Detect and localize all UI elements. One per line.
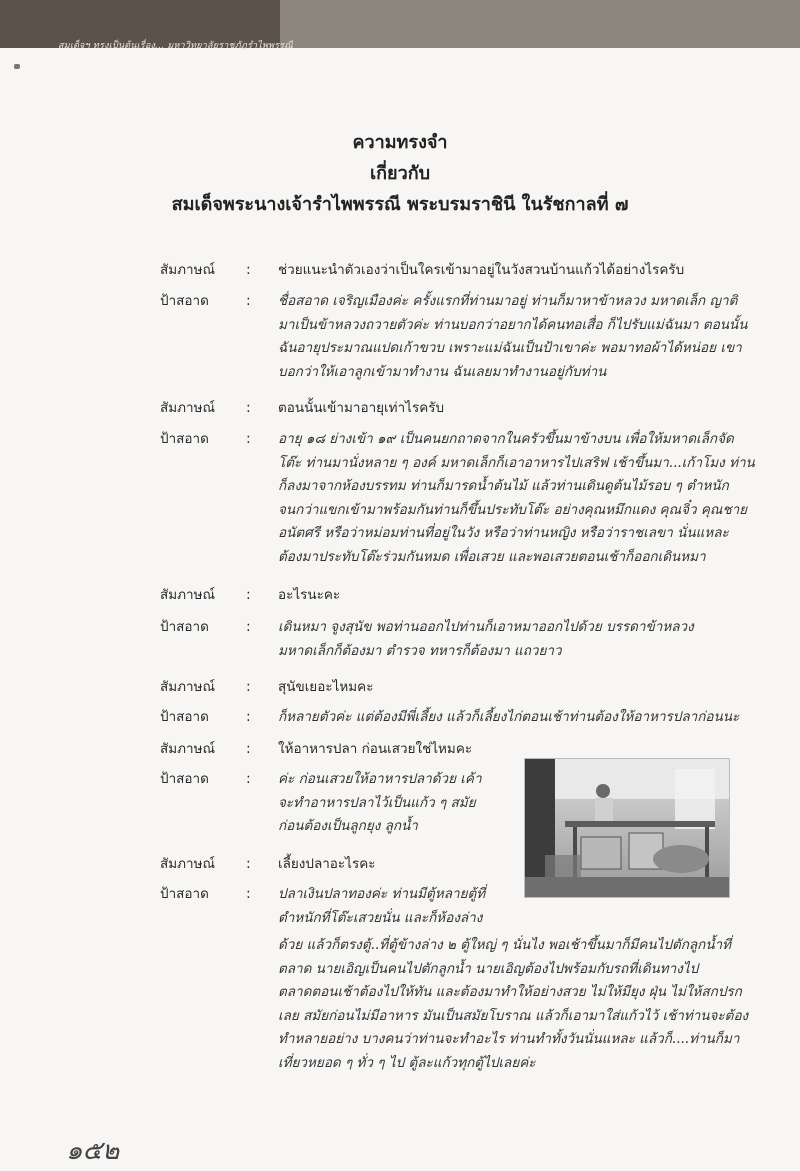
speaker-respondent: ป้าสอาด (160, 619, 209, 635)
speaker-respondent: ป้าสอาด (160, 293, 209, 309)
speaker-separator: : (246, 587, 251, 603)
answer-line: ก็ลงมาจากห้องบรรทม ท่านก็มารดน้ำต้นไม้ แล้วท่านเดินดูต้นไม้รอบ ๆ ตำหนัก (278, 478, 729, 494)
speaker-separator: : (246, 741, 251, 757)
answer-line: ฉันอายุประมาณแปดเก้าขวบ เพราะแม่ฉันเป็นป้าเขาค่ะ พอมาทอผ้าได้หน่อย เขา (278, 340, 742, 356)
answer-line: ด้วย แล้วก็ตรงตู้..ที่ตู้ข้างล่าง ๒ ตู้ใหญ่ ๆ นั่นไง พอเช้าขึ้นมาก็มีคนไปตักลูกน้ำที่ (278, 937, 732, 953)
answer-line: อนัตศรี หรือว่าหม่อมท่านที่อยู่ในวัง หรือว่าท่านหญิง หรือว่าราชเลขา นั่นแหละ (278, 525, 729, 541)
speaker-separator: : (246, 431, 251, 447)
question-text: อะไรนะคะ (278, 587, 341, 603)
speaker-interviewer: สัมภาษณ์ (160, 262, 216, 278)
question-text: ให้อาหารปลา ก่อนเสวยใช่ไหมคะ (278, 741, 473, 757)
answer-text (278, 616, 694, 663)
answer-text (278, 428, 755, 569)
speaker-separator: : (246, 771, 251, 787)
answer-line: ก่อนต้องเป็นลูกยุง ลูกน้ำ (278, 818, 418, 834)
speaker-interviewer: สัมภาษณ์ (160, 741, 216, 757)
speaker-respondent: ป้าสอาด (160, 709, 209, 725)
speaker-separator: : (246, 886, 251, 902)
question-text: สุนัขเยอะไหมคะ (278, 679, 374, 695)
speaker-separator: : (246, 856, 251, 872)
question-text: ช่วยแนะนำตัวเองว่าเป็นใครเข้ามาอยู่ในวังสวนบ้านแก้วได้อย่างไรครับ (278, 262, 685, 278)
answer-text (278, 706, 739, 730)
answer-line: ก็หลายตัวค่ะ แต่ต้องมีพี่เลี้ยง แล้วก็เลี้ยงไก่ตอนเช้าท่านต้องให้อาหารปลาก่อนนะ (278, 709, 740, 725)
answer-text (278, 768, 482, 839)
speaker-interviewer: สัมภาษณ์ (160, 856, 216, 872)
answer-text (278, 883, 485, 930)
answer-line: ชื่อสอาด เจริญเมืองค่ะ ครั้งแรกที่ท่านมาอยู่ ท่านก็มาหาข้าหลวง มหาดเล็ก ญาติ (278, 293, 738, 309)
speaker-respondent: ป้าสอาด (160, 886, 209, 902)
speaker-separator: : (246, 619, 251, 635)
answer-line: เลย สมัยก่อนไม่มีอาหาร มันเป็นสมัยโบราณ แล้วก็เอามาใส่แก้วไว้ เช้าท่านจะต้อง (278, 1007, 749, 1024)
answer-line: ทำหลายอย่าง บางคนว่าท่านจะทำอะไร ท่านทำทั้งวันนั่นแหละ แล้วก็....ท่านก็มา (278, 1031, 740, 1047)
speaker-separator: : (246, 400, 251, 416)
speaker-interviewer: สัมภาษณ์ (160, 587, 216, 603)
answer-line: โต๊ะ ท่านมานั่งหลาย ๆ องค์ มหาดเล็กก็เอาอาหารไปเสริฟ เช้าขึ้นมา...เก้าโมง ท่าน (278, 454, 755, 471)
answer-line: บอกว่าให้เอาลูกเข้ามาทำงาน ฉันเลยมาทำงานอยู่กับท่าน (278, 363, 607, 380)
speaker-respondent: ป้าสอาด (160, 771, 209, 787)
speaker-interviewer: สัมภาษณ์ (160, 400, 216, 416)
answer-line: จนกว่าแขกเข้ามาพร้อมกันท่านก็ขึ้นประทับโต๊ะ อย่างคุณหมึกแดง คุณจิ๋ว คุณชาย (278, 501, 748, 518)
answer-line: ปลาเงินปลาทองค่ะ ท่านมีตู้หลายตู้ที่ (278, 886, 486, 902)
speaker-separator: : (246, 709, 251, 725)
page-title (0, 127, 800, 220)
title-line-2: เกี่ยวกับ (369, 163, 431, 184)
answer-line: ตลาด นายเอิญเป็นคนไปตักลูกน้ำ นายเอิญต้องไปพร้อมกับรถที่เดินทางไป (278, 960, 699, 977)
title-line-1: ความทรงจำ (352, 132, 448, 153)
question-text: ตอนนั้นเข้ามาอายุเท่าไรครับ (278, 400, 445, 416)
speaker-separator: : (246, 262, 251, 278)
ink-speck (14, 64, 20, 69)
archival-photo (524, 758, 730, 898)
running-title: สมเด็จฯ ทรงเป็นต้นเรื่อง... มหาวิทยาลัยราชภัฏรำไพพรรณี (58, 41, 293, 51)
question-text: เลี้ยงปลาอะไรคะ (278, 856, 376, 872)
answer-line: เที่ยวหยอด ๆ ทั่ว ๆ ไป ตู้ละแก้วทุกตู้ไปเลยค่ะ (278, 1054, 536, 1071)
answer-line: อายุ ๑๘ ย่างเข้า ๑๙ เป็นคนยกถาดจากในครัวขึ้นมาข้างบน เพื่อให้มหาดเล็กจัด (278, 431, 734, 447)
answer-line: มาเป็นข้าหลวงถวายตัวค่ะ ท่านบอกว่าอยากได้คนทอเสื่อ ก็ไปรับแม่ฉันมา ตอนนั้น (278, 316, 748, 333)
speaker-separator: : (246, 293, 251, 309)
title-line-3: สมเด็จพระนางเจ้ารำไพพรรณี พระบรมราชินี ในรัชกาลที่ ๗ (171, 194, 629, 215)
answer-line: ค่ะ ก่อนเสวยให้อาหารปลาด้วย เค้า (278, 771, 482, 787)
answer-text (278, 934, 748, 1075)
speaker-respondent: ป้าสอาด (160, 431, 209, 447)
answer-line: จะทำอาหารปลาไว้เป็นแก้ว ๆ สมัย (278, 794, 476, 811)
answer-line: ตำหนักที่โต๊ะเสวยนั่น และก็ห้องล่าง (278, 909, 483, 926)
answer-line: ต้องมาประทับโต๊ะร่วมกันหมด เพื่อเสวย และพอเสวยตอนเช้าก็ออกเดินหมา (278, 548, 706, 565)
answer-line: เดินหมา จูงสุนัข พอท่านออกไปท่านก็เอาหมาออกไปด้วย บรรดาข้าหลวง (278, 619, 694, 635)
speaker-separator: : (246, 679, 251, 695)
answer-line: มหาดเล็กก็ต้องมา ตำรวจ ทหารก็ต้องมา แถวยาว (278, 642, 562, 659)
answer-line: ตลาดตอนเช้าต้องไปให้ทัน และต้องมาทำให้อย่างสวย ไม่ให้มียุง ฝุ่น ไม่ให้สกปรก (278, 984, 742, 1000)
speaker-interviewer: สัมภาษณ์ (160, 679, 216, 695)
answer-text (278, 290, 748, 384)
page-number: ๑๕๒ (66, 1136, 120, 1166)
